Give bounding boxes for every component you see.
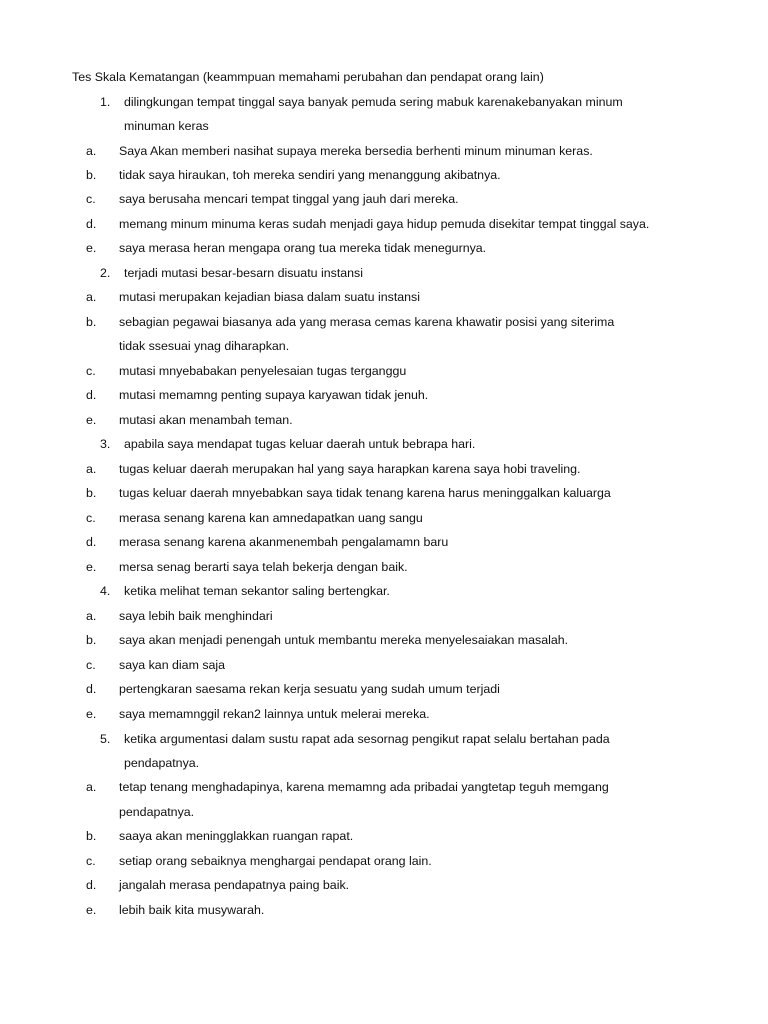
option-letter: d. [86,217,97,231]
option-letter: a. [86,609,97,623]
option-text: setiap orang sebaiknya menghargai pendapat orang lain. [119,854,432,868]
option-letter: a. [86,780,97,794]
question-number: 2. [100,266,111,280]
option-letter: d. [86,535,97,549]
option-letter: c. [86,511,96,525]
question-text: dilingkungan tempat tinggal saya banyak pemuda sering mabuk karenakebanyakan minum [124,95,623,109]
option-text: saya merasa heran mengapa orang tua mereka tidak menegurnya. [119,241,487,255]
option-letter: b. [86,633,97,647]
option-text: tugas keluar daerah mnyebabkan saya tidak tenang karena harus meninggalkan kaluarga [119,486,611,500]
question-text-continued: pendapatnya. [124,756,200,770]
option-letter: e. [86,707,97,721]
option-text: mutasi mnyebabakan penyelesaian tugas terganggu [119,364,407,378]
option-text: saya berusaha mencari tempat tinggal yang jauh dari mereka. [119,192,459,206]
question-text: ketika melihat teman sekantor saling bertengkar. [124,584,390,598]
option-text: tetap tenang menghadapinya, karena memamng ada pribadai yangtetap teguh memgang [119,780,609,794]
page-title: Tes Skala Kematangan (keammpuan memahami perubahan dan pendapat orang lain) [72,70,544,84]
option-letter: b. [86,829,97,843]
question-number: 4. [100,584,111,598]
option-text: saaya akan meningglakkan ruangan rapat. [119,829,354,843]
option-text: merasa senang karena akanmenembah pengalamamn baru [119,535,449,549]
option-text: tidak saya hiraukan, toh mereka sendiri yang menanggung akibatnya. [119,168,501,182]
option-letter: a. [86,462,97,476]
option-letter: d. [86,388,97,402]
option-letter: a. [86,144,97,158]
option-text: mutasi merupakan kejadian biasa dalam suatu instansi [119,290,420,304]
option-text: mutasi akan menambah teman. [119,413,293,427]
option-text: saya memamnggil rekan2 lainnya untuk melerai mereka. [119,707,430,721]
option-text: mutasi memamng penting supaya karyawan tidak jenuh. [119,388,429,402]
question-text: apabila saya mendapat tugas keluar daerah untuk bebrapa hari. [124,437,476,451]
option-letter: e. [86,413,97,427]
option-letter: e. [86,241,97,255]
option-letter: b. [86,315,97,329]
option-letter: d. [86,878,97,892]
option-letter: e. [86,903,97,917]
option-letter: c. [86,658,96,672]
option-text: sebagian pegawai biasanya ada yang merasa cemas karena khawatir posisi yang siterima [119,315,615,329]
question-text-continued: minuman keras [124,119,209,133]
option-text: lebih baik kita musywarah. [119,903,265,917]
option-letter: d. [86,682,97,696]
option-text-continued: pendapatnya. [119,805,195,819]
option-text: tugas keluar daerah merupakan hal yang saya harapkan karena saya hobi traveling. [119,462,581,476]
option-text: saya kan diam saja [119,658,226,672]
question-number: 1. [100,95,111,109]
option-letter: e. [86,560,97,574]
option-text: merasa senang karena kan amnedapatkan uang sangu [119,511,423,525]
option-text: Saya Akan memberi nasihat supaya mereka bersedia berhenti minum minuman keras. [119,144,593,158]
option-text: mersa senag berarti saya telah bekerja dengan baik. [119,560,408,574]
option-letter: a. [86,290,97,304]
option-letter: b. [86,486,97,500]
option-text-continued: tidak ssesuai ynag diharapkan. [119,339,290,353]
question-text: terjadi mutasi besar-besarn disuatu instansi [124,266,363,280]
option-text: saya akan menjadi penengah untuk membantu mereka menyelesaiakan masalah. [119,633,569,647]
question-number: 5. [100,732,111,746]
option-text: saya lebih baik menghindari [119,609,273,623]
option-text: memang minum minuma keras sudah menjadi gaya hidup pemuda disekitar tempat tinggal saya. [119,217,650,231]
option-text: jangalah merasa pendapatnya paing baik. [119,878,350,892]
question-text: ketika argumentasi dalam sustu rapat ada sesornag pengikut rapat selalu bertahan pada [124,732,610,746]
option-letter: b. [86,168,97,182]
option-letter: c. [86,192,96,206]
option-text: pertengkaran saesama rekan kerja sesuatu yang sudah umum terjadi [119,682,500,696]
question-number: 3. [100,437,111,451]
option-letter: c. [86,854,96,868]
option-letter: c. [86,364,96,378]
